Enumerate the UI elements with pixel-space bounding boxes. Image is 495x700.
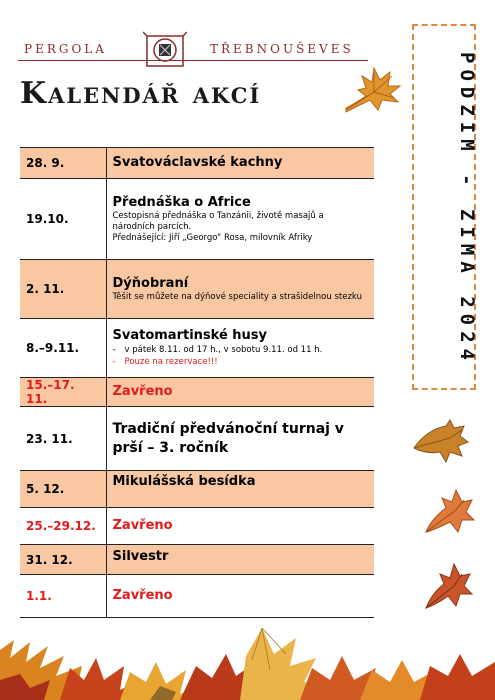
event-cell [106, 407, 374, 471]
event-date: 8.–9.11. [20, 319, 106, 378]
table-row [20, 407, 374, 471]
event-name: Svatováclavské kachny [112, 155, 283, 170]
pergola-logo-icon [143, 30, 187, 70]
table-row [20, 508, 374, 545]
event-description: Těšit se můžete na dýňové speciality a strašidelnou stezku [112, 291, 362, 302]
event-date: 19.10. [20, 179, 106, 260]
event-name: Zavřeno [112, 384, 173, 399]
list-item: - Pouze na rezervace!!! [113, 356, 369, 368]
event-name: Zavřeno [112, 518, 173, 533]
event-name: Mikulášská besídka [112, 474, 256, 489]
event-cell [106, 260, 374, 319]
event-name: Zavřeno [112, 588, 173, 603]
event-cell [106, 508, 374, 545]
event-name: Silvestr [112, 549, 169, 564]
event-date: 15.–17. 11. [20, 378, 106, 407]
event-date: 23. 11. [20, 407, 106, 471]
event-cell [106, 545, 374, 575]
season-text: PODZIM - ZIMA 2024 [456, 52, 478, 366]
oak-leaf-icon [410, 418, 470, 470]
table-row [20, 179, 374, 260]
event-date: 25.–29.12. [20, 508, 106, 545]
event-cell [106, 378, 374, 407]
oak-leaf-icon [420, 484, 478, 540]
event-date: 31. 12. [20, 545, 106, 575]
event-cell [106, 148, 374, 179]
event-cell [106, 471, 374, 508]
table-row [20, 319, 374, 378]
autumn-leaves-border [0, 610, 495, 700]
oak-leaf-icon [420, 556, 476, 614]
event-date: 28. 9. [20, 148, 106, 179]
event-cell [106, 179, 374, 260]
page-title: Kalendář akcí [20, 76, 262, 111]
event-date: 5. 12. [20, 471, 106, 508]
event-date: 2. 11. [20, 260, 106, 319]
event-cell [106, 319, 374, 378]
event-name: Tradiční předvánoční turnaj v prší – 3. ročník [112, 420, 344, 456]
event-date: 1.1. [20, 575, 106, 618]
event-name: Přednáška o Africe [112, 194, 251, 210]
table-row [20, 545, 374, 575]
table-row [20, 378, 374, 407]
table-row [20, 471, 374, 508]
event-description: Přednášející: Jiří „Georgo“ Rosa, milovník Afriky [112, 232, 313, 243]
events-table [20, 147, 374, 618]
table-row [20, 148, 374, 179]
event-description: Cestopisná přednáška o Tanzánii, životě masajů a národních parcích. [112, 210, 324, 232]
header [18, 30, 378, 120]
event-details-list [113, 344, 369, 368]
brand-left: PERGOLA [24, 42, 107, 56]
brand-right: TŘEBNOUŠEVES [210, 42, 354, 56]
maple-leaf-icon [340, 60, 406, 118]
season-banner [412, 24, 476, 390]
table-row [20, 260, 374, 319]
event-name: Dýňobraní [112, 275, 189, 291]
event-name: Svatomartinské husy [112, 328, 268, 343]
list-item: - v pátek 8.11. od 17 h., v sobotu 9.11. od 11 h. [113, 344, 369, 356]
brand-divider [18, 60, 368, 61]
